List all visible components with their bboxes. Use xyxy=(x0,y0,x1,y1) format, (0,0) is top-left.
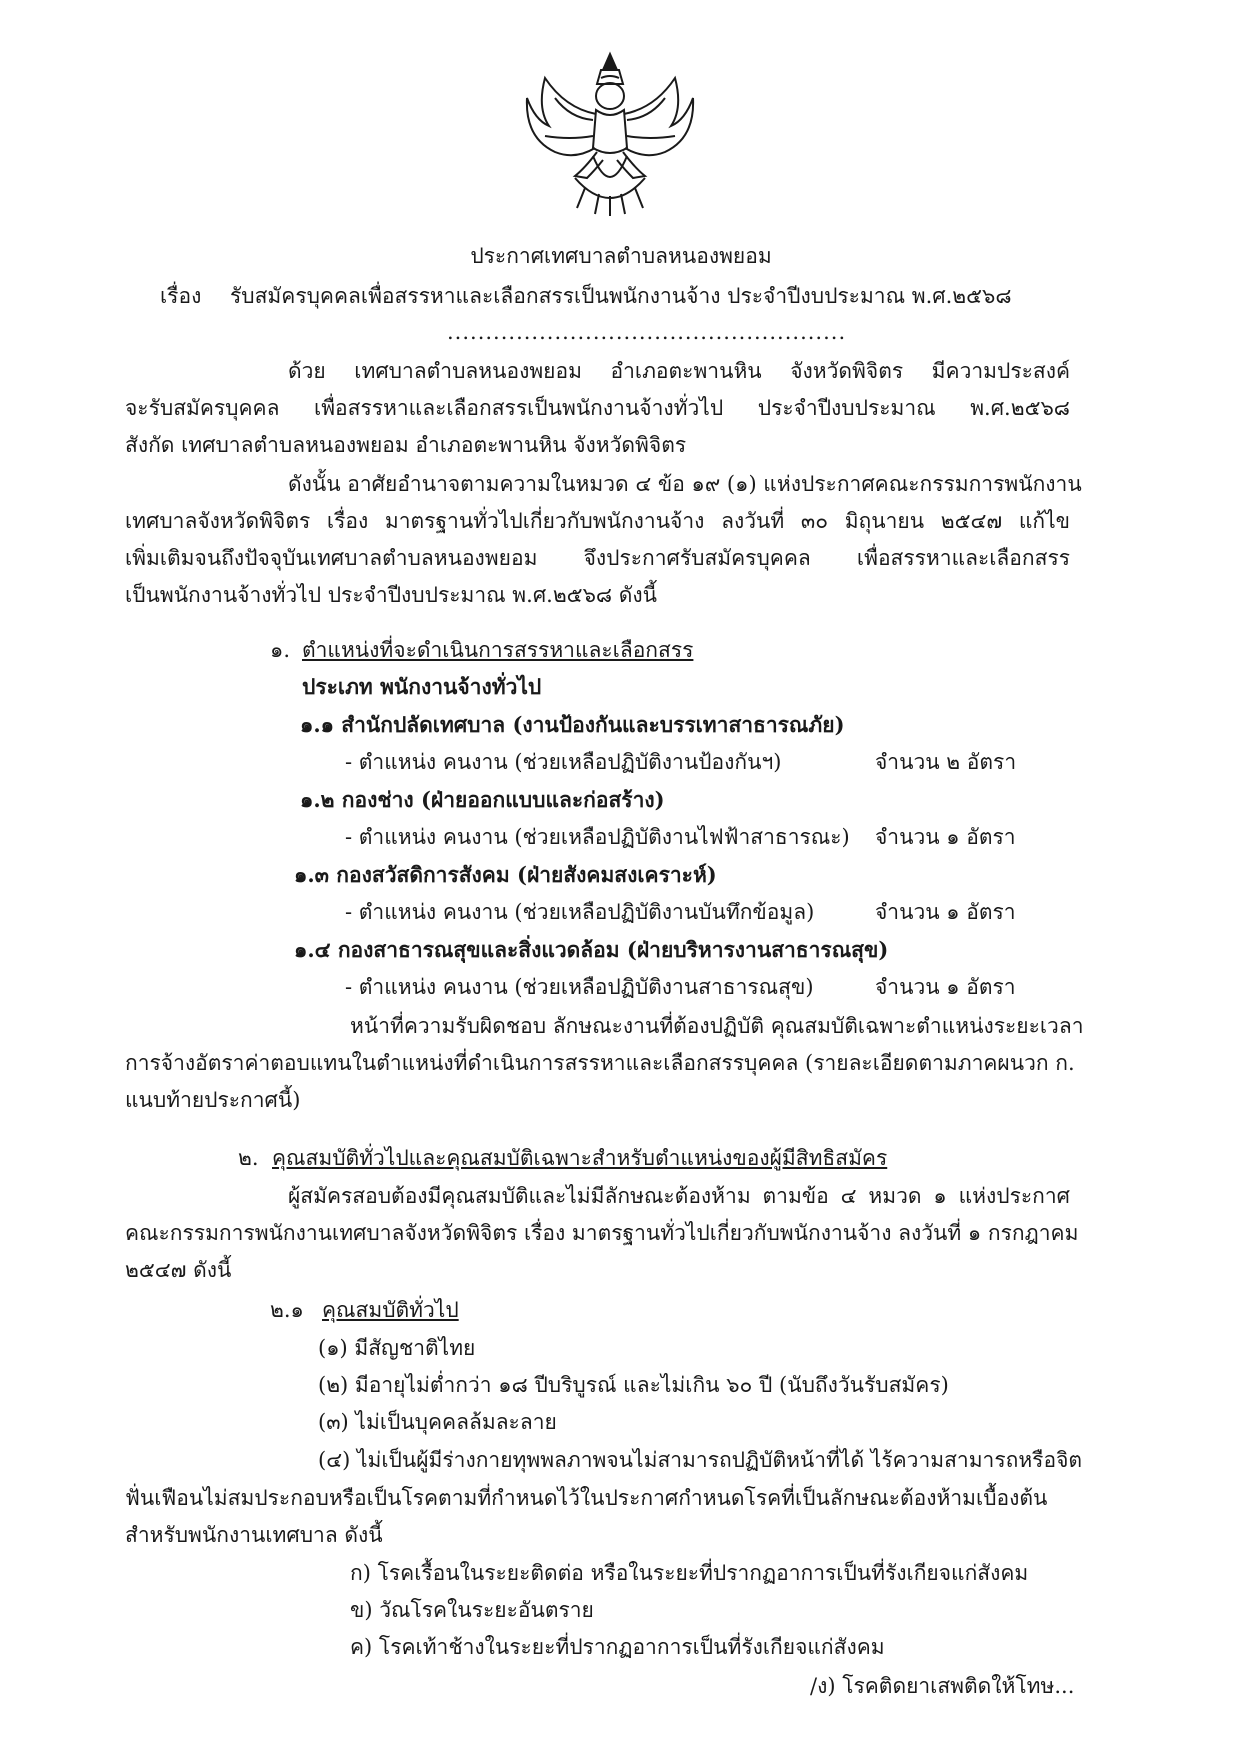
disease-item-3: ค) โรคเท้าช้างในระยะที่ปรากฏอาการเป็นที่รังเกียจแก่สังคม xyxy=(350,1635,885,1659)
disease-item-2: ข) วัณโรคในระยะอันตราย xyxy=(350,1598,594,1622)
intro-p2-line4: เป็นพนักงานจ้างทั่วไป ประจำปีงบประมาณ พ.ศ.๒๕๖๘ ดังนี้ xyxy=(125,583,658,607)
unit-3-heading: ๑.๓ กองสวัสดิการสังคม (ฝ่ายสังคมสงเคราะห์) xyxy=(294,862,717,887)
duty-line3: แนบท้ายประกาศนี้) xyxy=(125,1088,301,1112)
qualification-item-1: (๑) มีสัญชาติไทย xyxy=(318,1336,476,1360)
intro-p2-line2: เทศบาลจังหวัดพิจิตร เรื่อง มาตรฐานทั่วไปเกี่ยวกับพนักงานจ้าง ลงวันที่ ๓๐ มิถุนายน ๒๕๔๗ แก้ไข xyxy=(125,509,1070,533)
section2-para-line3: ๒๕๔๗ ดังนี้ xyxy=(125,1258,232,1282)
intro-p1-line1: ด้วย เทศบาลตำบลหนองพยอม อำเภอตะพานหิน จังหวัดพิจิตร มีความประสงค์ xyxy=(288,359,1070,383)
section2-para-line1: ผู้สมัครสอบต้องมีคุณสมบัติและไม่มีลักษณะต้องห้าม ตามข้อ ๔ หมวด ๑ แห่งประกาศ xyxy=(288,1184,1070,1208)
header-divider: .................................................... xyxy=(447,320,847,344)
subsection-number: ๒.๑ xyxy=(270,1298,304,1322)
unit-1-position: - ตำแหน่ง คนงาน (ช่วยเหลือปฏิบัติงานป้องกันฯ) xyxy=(345,750,782,774)
unit-4-count: จำนวน ๑ อัตรา xyxy=(875,975,1016,999)
section1-number: ๑. xyxy=(270,638,291,662)
unit-2-count: จำนวน ๑ อัตรา xyxy=(875,825,1016,849)
qualification-item-2: (๒) มีอายุไม่ต่ำกว่า ๑๘ ปีบริบูรณ์ และไม่เกิน ๖๐ ปี (นับถึงวันรับสมัคร) xyxy=(318,1373,949,1397)
section1-title: ตำแหน่งที่จะดำเนินการสรรหาและเลือกสรร xyxy=(302,638,694,662)
qualification-item-4-line2: ฟั่นเฟือนไม่สมประกอบหรือเป็นโรคตามที่กำหนดไว้ในประกาศกำหนดโรคที่เป็นลักษณะต้องห้ามเบื้องต้น xyxy=(125,1486,1048,1510)
unit-4-position: - ตำแหน่ง คนงาน (ช่วยเหลือปฏิบัติงานสาธารณสุข) xyxy=(345,975,814,999)
qualification-item-4-line1: (๔) ไม่เป็นผู้มีร่างกายทุพพลภาพจนไม่สามารถปฏิบัติหน้าที่ได้ ไร้ความสามารถหรือจิต xyxy=(318,1448,1083,1472)
unit-1-count: จำนวน ๒ อัตรา xyxy=(875,750,1017,774)
subject-label: เรื่อง xyxy=(160,284,202,308)
section2-title: คุณสมบัติทั่วไปและคุณสมบัติเฉพาะสำหรับตำแหน่งของผู้มีสิทธิสมัคร xyxy=(272,1146,888,1170)
qualification-item-4-line3: สำหรับพนักงานเทศบาล ดังนี้ xyxy=(125,1523,383,1547)
unit-2-heading: ๑.๒ กองช่าง (ฝ่ายออกแบบและก่อสร้าง) xyxy=(300,787,665,812)
subject-text: รับสมัครบุคคลเพื่อสรรหาและเลือกสรรเป็นพนักงานจ้าง ประจำปีงบประมาณ พ.ศ.๒๕๖๘ xyxy=(230,284,1012,308)
intro-p2-line3: เพิ่มเติมจนถึงปัจจุบันเทศบาลตำบลหนองพยอม จึงประกาศรับสมัครบุคคล เพื่อสรรหาและเลือกสรร xyxy=(125,546,1070,570)
section2-number: ๒. xyxy=(238,1146,259,1170)
qualification-item-3: (๓) ไม่เป็นบุคคลล้มละลาย xyxy=(318,1410,557,1434)
page-continuation: /ง) โรคติดยาเสพติดให้โทษ... xyxy=(810,1674,1075,1698)
garuda-emblem-icon xyxy=(515,48,705,218)
unit-4-heading: ๑.๔ กองสาธารณสุขและสิ่งแวดล้อม (ฝ่ายบริหารงานสาธารณสุข) xyxy=(294,937,889,962)
unit-3-count: จำนวน ๑ อัตรา xyxy=(875,900,1016,924)
duty-line2: การจ้างอัตราค่าตอบแทนในตำแหน่งที่ดำเนินการสรรหาและเลือกสรรบุคคล (รายละเอียดตามภาคผนวก ก. xyxy=(125,1051,1075,1075)
disease-item-1: ก) โรคเรื้อนในระยะติดต่อ หรือในระยะที่ปรากฏอาการเป็นที่รังเกียจแก่สังคม xyxy=(350,1561,1029,1585)
announcement-title: ประกาศเทศบาลตำบลหนองพยอม xyxy=(470,244,772,268)
duty-line1: หน้าที่ความรับผิดชอบ ลักษณะงานที่ต้องปฏิบัติ คุณสมบัติเฉพาะตำแหน่งระยะเวลา xyxy=(350,1014,1084,1038)
unit-1-heading: ๑.๑ สำนักปลัดเทศบาล (งานป้องกันและบรรเทาสาธารณภัย) xyxy=(300,712,845,737)
unit-2-position: - ตำแหน่ง คนงาน (ช่วยเหลือปฏิบัติงานไฟฟ้าสาธารณะ) xyxy=(345,825,850,849)
intro-p2-line1: ดังนั้น อาศัยอำนาจตามความในหมวด ๔ ข้อ ๑๙ (๑) แห่งประกาศคณะกรรมการพนักงาน xyxy=(288,472,1082,496)
section2-para-line2: คณะกรรมการพนักงานเทศบาลจังหวัดพิจิตร เรื่อง มาตรฐานทั่วไปเกี่ยวกับพนักงานจ้าง ลงวันที่ ๑ กรกฎาคม xyxy=(125,1221,1079,1245)
section1-type: ประเภท พนักงานจ้างทั่วไป xyxy=(302,674,542,699)
intro-p1-line3: สังกัด เทศบาลตำบลหนองพยอม อำเภอตะพานหิน จังหวัดพิจิตร xyxy=(125,433,687,457)
unit-3-position: - ตำแหน่ง คนงาน (ช่วยเหลือปฏิบัติงานบันทึกข้อมูล) xyxy=(345,900,815,924)
intro-p1-line2: จะรับสมัครบุคคล เพื่อสรรหาและเลือกสรรเป็นพนักงานจ้างทั่วไป ประจำปีงบประมาณ พ.ศ.๒๕๖๘ xyxy=(125,396,1070,420)
subsection-title: คุณสมบัติทั่วไป xyxy=(322,1298,459,1322)
